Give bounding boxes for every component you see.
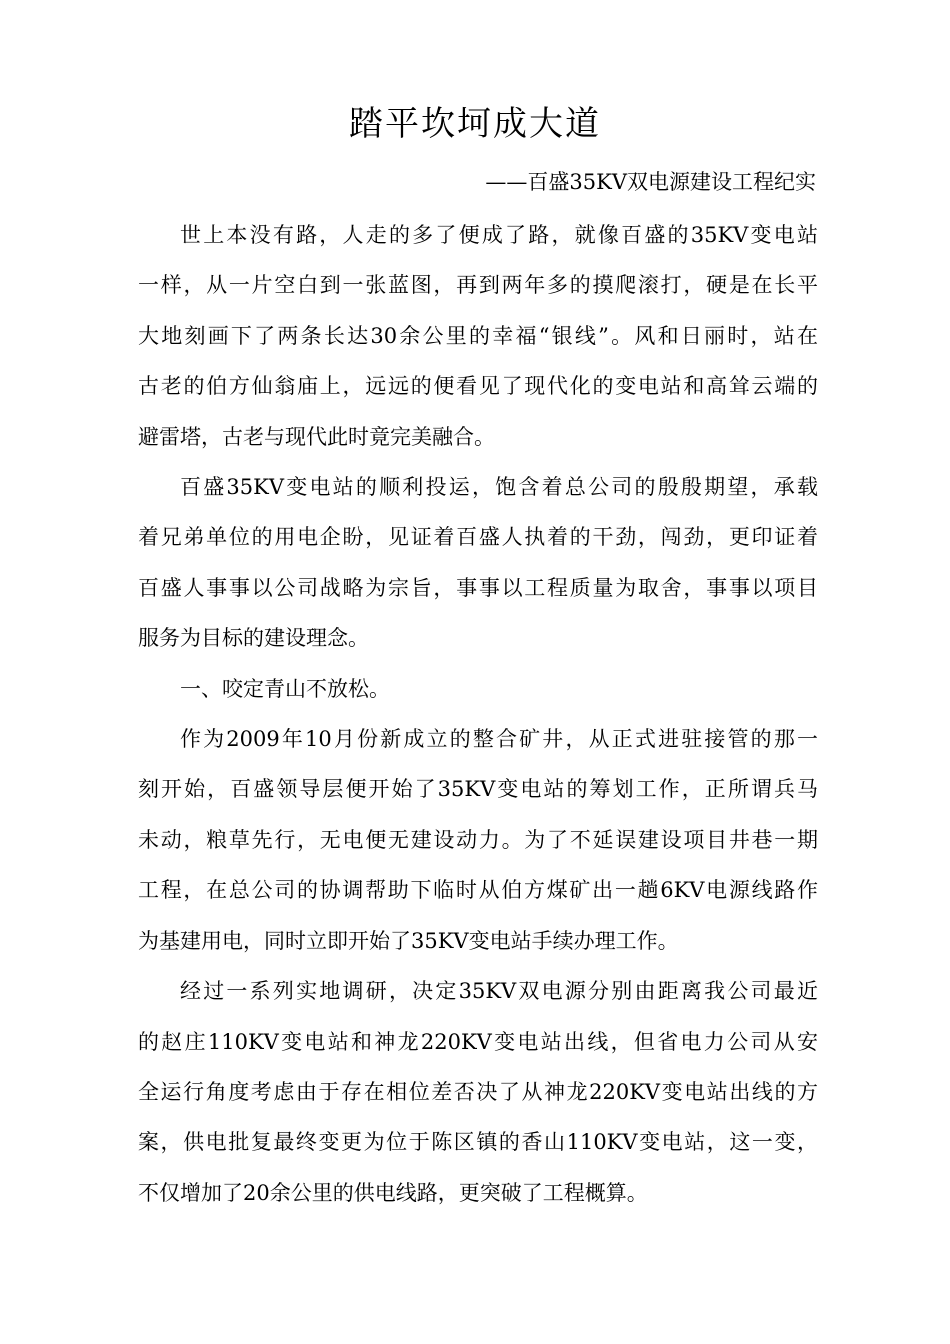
document-subtitle: ——百盛35KV双电源建设工程纪实 [485,170,816,194]
document-body [138,210,818,1218]
paragraph-line: 百盛人事事以公司战略为宗旨，事事以工程质量为取舍，事事以项目 [138,575,818,600]
paragraph-line: 经过一系列实地调研，决定35KV双电源分别由距离我公司最近 [180,979,818,1004]
paragraph-line: 刻开始，百盛领导层便开始了35KV变电站的筹划工作，正所谓兵马 [138,777,818,802]
paragraph-line: 为基建用电，同时立即开始了35KV变电站手续办理工作。 [138,928,679,953]
paragraph-line: 服务为目标的建设理念。 [138,626,369,651]
paragraph-line: 未动，粮草先行，无电便无建设动力。为了不延误建设项目井巷一期 [138,827,818,852]
paragraph-line: 世上本没有路，人走的多了便成了路，就像百盛的35KV变电站 [180,223,818,247]
section-heading-1 [138,664,818,714]
section-heading-line: 一、咬定青山不放松。 [180,676,390,701]
paragraph-line: 古老的伯方仙翁庙上，远远的便看见了现代化的变电站和高耸云端的 [138,374,818,399]
paragraph-3 [138,714,818,966]
paragraph-line: 一样，从一片空白到一张蓝图，再到两年多的摸爬滚打，硬是在长平 [138,273,818,298]
paragraph-line: 案，供电批复最终变更为位于陈区镇的香山110KV变电站，这一变， [138,1130,818,1155]
paragraph-line: 作为2009年10月份新成立的整合矿井，从正式进驻接管的那一 [180,727,818,752]
paragraph-line: 的赵庄110KV变电站和神龙220KV变电站出线，但省电力公司从安 [138,1029,818,1054]
paragraph-line: 着兄弟单位的用电企盼，见证着百盛人执着的干劲，闯劲，更印证着 [138,525,818,550]
paragraph-4 [138,966,818,1218]
paragraph-line: 避雷塔，古老与现代此时竟完美融合。 [138,424,495,449]
paragraph-line: 百盛35KV变电站的顺利投运，饱含着总公司的殷殷期望，承载 [180,475,818,500]
paragraph-line: 工程，在总公司的协调帮助下临时从伯方煤矿出一趟6KV电源线路作 [138,878,818,903]
paragraph-2 [138,462,818,664]
paragraph-line: 全运行角度考虑由于存在相位差否决了从神龙220KV变电站出线的方 [138,1079,818,1104]
paragraph-line: 不仅增加了20余公里的供电线路，更突破了工程概算。 [138,1180,648,1205]
paragraph-1 [138,210,818,462]
document-title: 踏平坎坷成大道 [349,104,601,144]
paragraph-line: 大地刻画下了两条长达30余公里的幸福“银线”。风和日丽时，站在 [138,323,818,348]
